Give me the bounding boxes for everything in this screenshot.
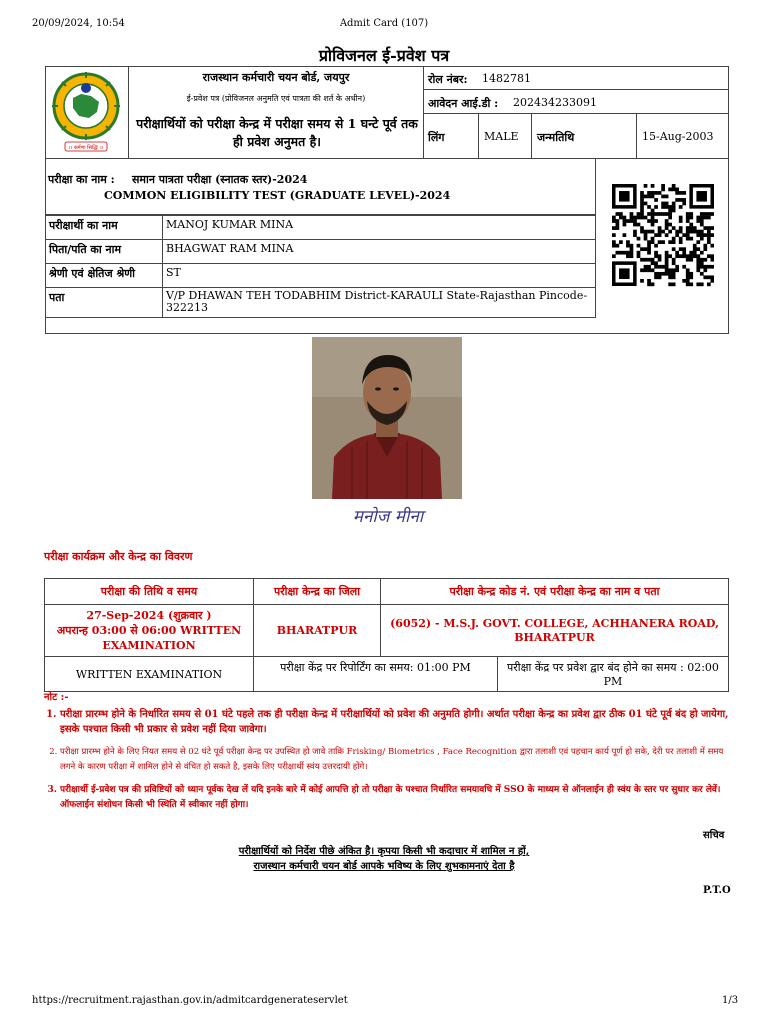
exam-centre: (6052) - M.S.J. GOVT. COLLEGE, ACHHANERA ROAD, BHARATPUR — [381, 605, 729, 657]
print-tab-title: Admit Card (107) — [339, 18, 429, 29]
candidate-photo — [312, 337, 462, 499]
application-label: आवेदन आई.डी : — [428, 97, 499, 110]
board-subtitle: ई-प्रवेश पत्र (प्रोविजनल अनुमति एवं पात्रता की शर्त के अधीन) — [186, 94, 366, 103]
signature-text: मनोज मीना — [352, 507, 424, 527]
header-date-time: परीक्षा की तिथि व समय — [45, 579, 254, 605]
emblem-motto: ।। कर्मणा सिद्धिः ।। — [68, 145, 104, 151]
closing-line-1: परीक्षार्थियों को निर्देश पीछे अंकित है। कृपया किसी भी कदाचार में शामिल न हों, — [238, 846, 530, 857]
father-label: पिता/पति का नाम — [46, 240, 163, 264]
candidate-table — [45, 215, 596, 318]
exam-mode: WRITTEN EXAMINATION — [45, 657, 254, 692]
notes-label: नोट :- — [44, 692, 69, 703]
notes-section — [44, 689, 734, 821]
header-centre: परीक्षा केन्द्र कोड नं. एवं परीक्षा केन्द्र का नाम व पता — [381, 579, 729, 605]
address-label: पता — [46, 288, 163, 318]
category-value: ST — [163, 264, 596, 288]
roll-number: 1482781 — [482, 72, 531, 85]
candidate-name: MANOJ KUMAR MINA — [163, 216, 596, 240]
exam-name-english: COMMON ELIGIBILITY TEST (GRADUATE LEVEL)-2024 — [104, 189, 451, 202]
candidate-signature — [318, 502, 458, 530]
gate-close-time: परीक्षा केंद्र पर प्रवेश द्वार बंद होने का समय : 02:00 PM — [507, 661, 719, 688]
schedule-table — [44, 578, 729, 692]
rssb-emblem-icon — [47, 68, 125, 156]
gender-value: MALE — [484, 130, 519, 143]
timing-cell — [254, 657, 729, 692]
dob-value: 15-Aug-2003 — [642, 130, 714, 143]
footer-url: https://recruitment.rajasthan.gov.in/admitcardgenerateservlet — [32, 995, 348, 1006]
exam-name-hindi: समान पात्रता परीक्षा (स्नातक स्तर)-2024 — [132, 173, 308, 186]
footer-page: 1/3 — [722, 995, 739, 1006]
exam-date: 27-Sep-2024 (शुक्रवार ) — [86, 609, 212, 622]
board-name: राजस्थान कर्मचारी चयन बोर्ड, जयपुर — [202, 71, 350, 84]
roll-row — [424, 66, 729, 90]
closing-line-2: राजस्थान कर्मचारी चयन बोर्ड आपके भविष्य के लिए शुभकामनाएं देता है — [253, 861, 515, 872]
roll-label: रोल नंबर: — [428, 73, 468, 86]
father-name: BHAGWAT RAM MINA — [163, 240, 596, 264]
category-label: श्रेणी एवं क्षेतिज श्रेणी — [46, 264, 163, 288]
print-datetime: 20/09/2024, 10:54 — [32, 18, 125, 29]
exam-time: अपरान्ह 03:00 से 06:00 WRITTEN EXAMINATION — [56, 624, 242, 652]
exam-name-cell — [45, 159, 596, 215]
dob-label: जन्मतिथि — [537, 131, 575, 144]
dob-divider — [636, 114, 637, 159]
application-id: 202434233091 — [513, 96, 597, 109]
note-item-2: 2. परीक्षा प्रारम्भ होने के लिए नियत समय से 02 घंटे पूर्व परीक्षा केन्द्र पर उपस्थित हो जावे ताकि Frisking/ Biometrics , Face Recognition द्वारा तलाशी एवं पहचान कार्य पूर्ण हो सके, देरी पर तलाशी में समय लगने के कारण परीक्षा में शामिल होने से वंचित हो सकते है, इसके लिए परीक्षार्थी स्वंय उत्तरदायी होंगे। — [60, 745, 734, 775]
signatory: सचिव — [703, 830, 725, 841]
page-title: प्रोविजनल ई-प्रवेश पत्र — [318, 46, 450, 65]
entry-instruction: परीक्षार्थियों को परीक्षा केन्द्र में परीक्षा समय से 1 घन्टे पूर्व तक ही प्रवेश अनुमत है। — [136, 116, 418, 149]
note-item-1: 1. परीक्षा प्रारम्भ होने के निर्धारित समय से 01 घंटे पहले तक ही परीक्षा केन्द्र में परीक्षार्थियों को प्रवेश की अनुमति होगी। अर्थात परीक्षा केन्द्र का प्रवेश द्वार ठीक 01 घंटे पूर्व बंद हो जायेगा, इसके पश्चात किसी भी प्रकार से प्रवेश नहीं दिया जावेगा। — [60, 707, 734, 737]
exam-name-label: परीक्षा का नाम : — [48, 173, 115, 186]
note-item-3: 3. परीक्षार्थी ई-प्रवेश पत्र की प्रविष्टियों को ध्यान पूर्वक देख लें यदि इनके बारे में कोई आपत्ति हो तो परीक्षा के पश्चात निर्धारित समयावधि में SSO के माध्यम से ऑनलाईन ही स्वंय के स्तर पर सुधार कर लेवें। ऑफलाईन संशोधन किसी भी स्थिति में स्वीकार नहीं होगा। — [60, 783, 734, 813]
qr-code-icon — [612, 178, 714, 292]
reporting-time: परीक्षा केंद्र पर रिपोर्टिंग का समय: 01:00 PM — [254, 657, 498, 691]
name-label: परीक्षार्थी का नाम — [46, 216, 163, 240]
header-district: परीक्षा केन्द्र का जिला — [254, 579, 381, 605]
schedule-section-title: परीक्षा कार्यक्रम और केन्द्र का विवरण — [44, 550, 193, 563]
pto: P.T.O — [703, 885, 731, 896]
exam-district: BHARATPUR — [254, 605, 381, 657]
gender-label: लिंग — [428, 131, 445, 144]
exam-date-time-cell — [45, 605, 254, 657]
address-value: V/P DHAWAN TEH TODABHIM District-KARAULI State-Rajasthan Pincode-322213 — [163, 288, 596, 318]
